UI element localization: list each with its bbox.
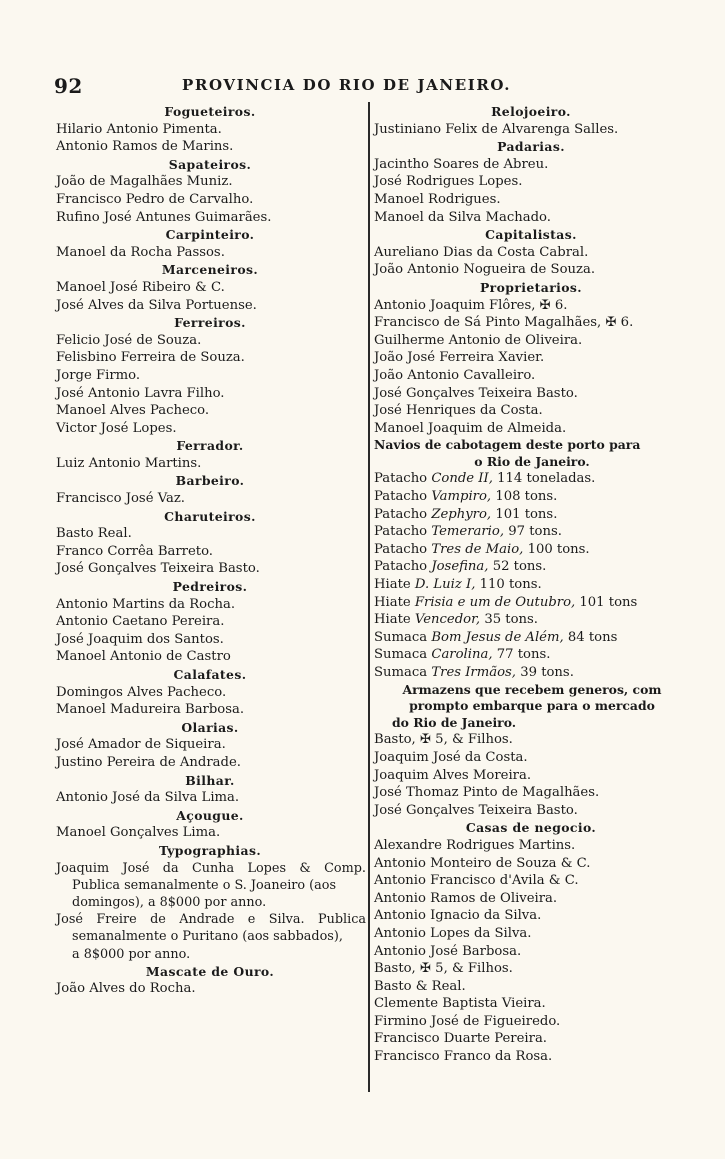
section-heading: Relojoeiro.: [491, 104, 571, 119]
list-item: Antonio Joaquim Flôres, ✠ 6.: [374, 297, 568, 313]
section-heading: Padarias.: [497, 139, 565, 155]
list-item: Jorge Firmo.: [56, 367, 141, 383]
list-item: Justino Pereira de Andrade.: [56, 754, 241, 770]
section-heading: Pedreiros.: [172, 579, 248, 595]
armazens-list: [372, 731, 690, 819]
list-item: José Rodrigues Lopes.: [374, 174, 523, 190]
list-item: Antonio Francisco d'Avila & C.: [374, 873, 579, 889]
entry-line: semanalmente o Puritano (aos sabbados),: [72, 929, 343, 945]
heading-line: o Rio de Janeiro.: [474, 453, 590, 469]
list-item: Hilario Antonio Pimenta.: [56, 121, 222, 137]
ship-row: [372, 664, 690, 682]
list-item: José Gonçalves Teixeira Basto.: [374, 802, 578, 818]
list-item: João Antonio Nogueira de Souza.: [374, 262, 596, 278]
ship-row: [372, 629, 690, 647]
list-item: José Thomaz Pinto de Magalhães.: [374, 785, 600, 801]
section: [54, 772, 366, 807]
list-item: Franco Corrêa Barreto.: [56, 543, 213, 559]
ship-kind: Patacho: [374, 524, 428, 540]
list-item: Manoel da Rocha Passos.: [56, 244, 225, 260]
section: [372, 226, 690, 279]
entry-line: domingos), a 8$000 por anno.: [72, 894, 267, 910]
ship-tonnage: 108 tons.: [495, 489, 558, 505]
heading-line: Navios de cabotagem deste porto para: [374, 437, 641, 453]
list-item: Basto, ✠ 5, & Filhos.: [374, 732, 513, 748]
left-column: [54, 103, 366, 998]
section: [54, 472, 366, 507]
section-heading: [372, 437, 690, 470]
list-item: Manoel José Ribeiro & C.: [56, 279, 225, 295]
section: [54, 226, 366, 261]
list-item: Antonio Ignacio da Silva.: [374, 908, 542, 924]
right-sections: [372, 103, 690, 437]
list-item: José Joaquim dos Santos.: [56, 631, 224, 647]
ship-tonnage: 35 tons.: [484, 612, 538, 628]
list-item: João Alves do Rocha.: [56, 981, 196, 997]
section-heading: [372, 682, 690, 732]
section-heading: Proprietarios.: [479, 279, 583, 295]
list-item: João de Magalhães Muniz.: [56, 174, 233, 190]
ship-kind: Patacho: [374, 489, 428, 505]
list-item: Manoel Joaquim de Almeida.: [374, 420, 567, 436]
list-item: Antonio José Barbosa.: [374, 943, 522, 959]
section-heading: Mascate de Ouro.: [145, 963, 275, 979]
list-item: Manoel Rodrigues.: [374, 191, 501, 207]
ship-kind: Hiate: [374, 577, 411, 593]
left-sections: [54, 103, 366, 842]
list-item: Victor José Lopes.: [56, 420, 177, 436]
list-item: Francisco Duarte Pereira.: [374, 1031, 547, 1047]
section: [54, 719, 366, 772]
list-item: Antonio Lopes da Silva.: [374, 925, 532, 941]
entry-line: José Freire de Andrade e Silva. Publica: [56, 912, 366, 928]
list-item: Manoel Gonçalves Lima.: [56, 825, 221, 841]
section-mascate: [54, 963, 366, 998]
list-item: José Alves da Silva Portuense.: [56, 297, 257, 313]
entry-line: Joaquim José da Cunha Lopes & Comp.: [56, 860, 366, 876]
ship-kind: Hiate: [374, 612, 411, 628]
list-item: Antonio Martins da Rocha.: [56, 596, 236, 612]
section: [372, 279, 690, 437]
list-item: Antonio Monteiro de Souza & C.: [374, 855, 591, 871]
section-heading: Sapateiros.: [168, 156, 252, 172]
ship-name: Zephyro,: [431, 506, 492, 522]
list-item: Domingos Alves Pacheco.: [56, 684, 227, 700]
ship-tonnage: 110 tons.: [479, 577, 542, 593]
ship-tonnage: 100 tons.: [527, 541, 590, 557]
casas-list: [372, 837, 690, 1066]
list-item: Antonio Ramos de Oliveira.: [374, 890, 558, 906]
ship-name: Temerario,: [431, 524, 505, 540]
ship-name: D. Luiz I,: [414, 577, 476, 593]
ship-kind: Patacho: [374, 506, 428, 522]
typographia-entry-2: [54, 911, 366, 963]
ship-name: Tres de Maio,: [431, 541, 524, 557]
list-item: Alexandre Rodrigues Martins.: [374, 837, 576, 853]
section-casas: [372, 819, 690, 1065]
ship-kind: Sumaca: [374, 665, 428, 680]
ship-row: [372, 541, 690, 559]
ship-kind: Patacho: [374, 471, 428, 487]
list-item: Guilherme Antonio de Oliveira.: [374, 332, 583, 348]
list-item: José Amador de Siqueira.: [56, 737, 226, 753]
section-heading: Carpinteiro.: [165, 227, 255, 243]
ship-tonnage: 52 tons.: [492, 559, 547, 575]
running-title: PROVINCIA DO RIO DE JANEIRO.: [182, 76, 512, 94]
right-column: [372, 103, 690, 1066]
section-heading: Calafates.: [173, 667, 247, 682]
section: [372, 138, 690, 226]
list-item: Francisco Pedro de Carvalho.: [56, 191, 254, 207]
list-item: Antonio José da Silva Lima.: [56, 790, 240, 806]
ship-tonnage: 101 tons.: [495, 506, 558, 522]
section-heading: Capitalistas.: [485, 227, 577, 243]
list-item: João José Ferreira Xavier.: [374, 350, 545, 366]
section-typographias: [54, 842, 366, 963]
ship-row: [372, 523, 690, 541]
list-item: Francisco Franco da Rosa.: [374, 1049, 553, 1065]
section: [54, 314, 366, 437]
section-armazens: [372, 682, 690, 820]
list-item: Jacintho Soares de Abreu.: [374, 156, 549, 172]
ship-kind: Hiate: [374, 594, 411, 610]
ship-row: [372, 488, 690, 506]
list-item: Basto Real.: [56, 526, 132, 542]
page-number: 92: [54, 74, 83, 98]
section-heading: Bilhar.: [185, 772, 235, 788]
list-item: Francisco José Vaz.: [56, 491, 186, 507]
section-heading: Ferreiros.: [174, 315, 246, 331]
ship-row: [372, 470, 690, 488]
list-item: Manoel da Silva Machado.: [374, 209, 551, 225]
section: [54, 103, 366, 156]
ship-tonnage: 101 tons: [579, 594, 638, 610]
list-item: Manoel Alves Pacheco.: [56, 403, 210, 419]
ship-name: Tres Irmãos,: [431, 665, 517, 680]
ship-kind: Patacho: [374, 541, 428, 557]
section-heading: Açougue.: [176, 807, 244, 823]
list-item: Joaquim Alves Moreira.: [374, 767, 532, 783]
list-item: Clemente Baptista Vieira.: [374, 996, 546, 1012]
list-item: Antonio Ramos de Marins.: [56, 139, 234, 155]
ship-kind: Patacho: [374, 559, 428, 575]
page-header: [54, 74, 562, 98]
list-item: Aureliano Dias da Costa Cabral.: [374, 244, 589, 260]
section-heading: Typographias.: [158, 842, 262, 858]
section: [54, 437, 366, 472]
section: [54, 508, 366, 578]
section-heading: Olarias.: [181, 719, 239, 735]
ship-name: Vampiro,: [431, 489, 492, 505]
ship-tonnage: 77 tons.: [496, 647, 551, 663]
section-heading: Ferrador.: [176, 438, 244, 454]
section: [372, 103, 690, 138]
list-item: João Antonio Cavalleiro.: [374, 367, 536, 383]
list-item: Felisbino Ferreira de Souza.: [56, 350, 245, 366]
ship-name: Frisia e um de Outubro,: [414, 594, 576, 610]
ship-row: [372, 646, 690, 664]
list-item: Manoel Madureira Barbosa.: [56, 702, 245, 718]
section-heading: Charuteiros.: [164, 508, 256, 524]
typographia-entry-1: [54, 860, 366, 912]
section: [54, 807, 366, 842]
ship-tonnage: 97 tons.: [508, 524, 562, 540]
list-item: Manoel Antonio de Castro: [56, 649, 231, 665]
list-item: José Antonio Lavra Filho.: [56, 385, 225, 401]
section-heading: Barbeiro.: [175, 473, 245, 489]
section-heading: Casas de negocio.: [465, 820, 597, 836]
column-divider: [368, 102, 370, 1092]
list-item: Justiniano Felix de Alvarenga Salles.: [374, 121, 619, 137]
list-item: Luiz Antonio Martins.: [56, 455, 202, 471]
ship-name: Josefina,: [431, 559, 489, 575]
ship-name: Carolina,: [431, 647, 493, 663]
list-item: José Gonçalves Teixeira Basto.: [374, 385, 578, 401]
section: [54, 261, 366, 314]
ship-row: [372, 576, 690, 594]
ship-row: [372, 506, 690, 524]
ship-name: Conde II,: [431, 471, 493, 487]
ship-row: [372, 558, 690, 576]
section-heading: Fogueteiros.: [164, 104, 256, 119]
ship-kind: Sumaca: [374, 629, 428, 645]
list-item: Firmino José de Figueiredo.: [374, 1013, 561, 1029]
entry-line: Publica semanalmente o S. Joaneiro (aos: [72, 877, 337, 893]
section-navios: [372, 437, 690, 681]
list-item: Basto, ✠ 5, & Filhos.: [374, 961, 513, 977]
heading-line: Armazens que recebem generos, com: [402, 681, 662, 697]
heading-line: do Rio de Janeiro.: [392, 714, 517, 730]
list-item: Rufino José Antunes Guimarães.: [56, 209, 272, 225]
ship-name: Bom Jesus de Além,: [431, 629, 564, 645]
ship-name: Vencedor,: [414, 612, 481, 628]
ship-row: [372, 611, 690, 629]
section-heading: Marceneiros.: [161, 262, 259, 278]
list-item: José Henriques da Costa.: [374, 403, 543, 419]
list-item: Felicio José de Souza.: [56, 332, 202, 348]
entry-line: a 8$000 por anno.: [72, 946, 191, 962]
list-item: José Gonçalves Teixeira Basto.: [56, 561, 260, 577]
section: [54, 578, 366, 666]
list-item: Basto & Real.: [374, 978, 466, 994]
ship-tonnage: 114 toneladas.: [497, 471, 596, 487]
list-item: Francisco de Sá Pinto Magalhães, ✠ 6.: [374, 315, 634, 331]
ship-row: [372, 594, 690, 612]
heading-line: prompto embarque para o mercado: [409, 698, 655, 714]
ship-kind: Sumaca: [374, 647, 428, 663]
list-item: Joaquim José da Costa.: [374, 749, 528, 765]
ship-tonnage: 39 tons.: [520, 665, 574, 680]
list-item: Antonio Caetano Pereira.: [56, 614, 225, 630]
section: [54, 666, 366, 719]
navios-list: [372, 470, 690, 681]
section: [54, 156, 366, 226]
ship-tonnage: 84 tons: [567, 629, 618, 645]
